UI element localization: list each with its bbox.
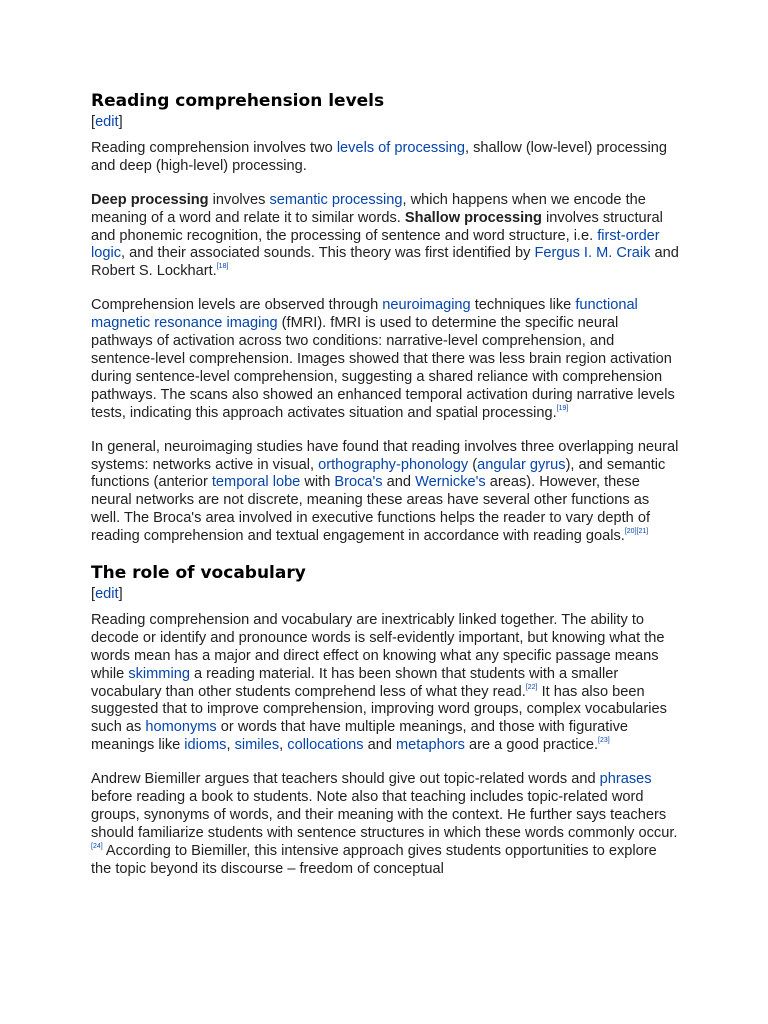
citation-link[interactable]: [20][21] — [624, 528, 649, 536]
text-run: , — [279, 737, 288, 754]
citation-link[interactable]: [24] — [91, 842, 103, 850]
link-similes[interactable]: similes — [234, 737, 280, 754]
text-run: involves structural and phonemic recognition, the processing of sentence and word structure, i.e. — [91, 209, 663, 244]
text-run: and — [382, 474, 416, 491]
edit-section-link-wrapper: [edit] — [91, 586, 123, 603]
citation — [598, 737, 610, 744]
text-run: with — [300, 474, 335, 491]
link-temporal-lobe[interactable]: temporal lobe — [211, 474, 301, 491]
citation-link[interactable]: [18] — [216, 263, 229, 271]
link-wernicke-s[interactable]: Wernicke's — [415, 474, 486, 491]
link-broca-s[interactable]: Broca's — [334, 474, 383, 491]
text-run: , shallow (low-level) processing and deep (high-level) processing. — [91, 139, 667, 174]
bold-term: Deep processing — [91, 191, 209, 208]
text-run: It has also been suggested that to improve comprehension, improving word groups, complex vocabularies such as — [91, 683, 667, 736]
text-run: a reading material. It has been shown that students with a smaller vocabulary than other students comprehend less of what they read. — [91, 665, 619, 700]
text-run: In general, neuroimaging studies have found that reading involves three overlapping neural systems: networks active in visual, — [91, 438, 679, 473]
edit-link[interactable]: edit — [95, 114, 119, 130]
text-run: According to Biemiller, this intensive approach gives students opportunities to explore the topic beyond its discourse – freedom of conceptual — [91, 842, 657, 877]
link-idioms[interactable]: idioms — [184, 737, 227, 754]
text-run: (fMRI). fMRI is used to determine the specific neural pathways of activation across two conditions: narrative-level comprehension, and sentence-level comprehension. Images showed that there was less brain region activation during sentence-level comprehension, suggesting a shared reliance with comprehension pathways. The scans also showed an enhanced temporal activation during narrative levels tests, indicating this approach activates situation and spatial processing. — [91, 315, 675, 421]
citation — [625, 528, 648, 535]
paragraph — [91, 439, 681, 546]
link-orthography-phonology[interactable]: orthography-phonology — [318, 456, 469, 473]
citation — [217, 263, 229, 270]
link-fergus-i-m-craik[interactable]: Fergus I. M. Craik — [534, 245, 651, 262]
text-run: Reading comprehension involves two — [91, 139, 337, 156]
article-body — [91, 90, 681, 895]
text-run: Andrew Biemiller argues that teachers should give out topic-related words and — [91, 771, 600, 788]
link-neuroimaging[interactable]: neuroimaging — [382, 297, 471, 314]
link-metaphors[interactable]: metaphors — [396, 737, 465, 754]
text-run: involves — [208, 191, 270, 208]
link-levels-of-processing[interactable]: levels of processing — [336, 139, 465, 156]
link-phrases[interactable]: phrases — [599, 771, 652, 788]
citation — [91, 843, 103, 850]
edit-link[interactable]: edit — [95, 586, 119, 603]
text-run: ( — [468, 456, 478, 473]
link-first-order-logic[interactable]: first-order logic — [91, 227, 660, 262]
text-run: Comprehension levels are observed through — [91, 297, 383, 314]
text-run: , which happens when we encode the meaning of a word and relate it to similar words. — [91, 191, 646, 226]
text-run: techniques like — [470, 297, 576, 314]
text-run: before reading a book to students. Note also that teaching includes topic-related word groups, synonyms of words, and their meaning with the context. He further says teachers should familiarize students with sentence structures in which these words commonly occur. — [91, 789, 678, 841]
paragraph — [91, 612, 681, 755]
text-run: and Robert S. Lockhart. — [91, 245, 679, 280]
paragraph — [91, 297, 681, 422]
link-skimming[interactable]: skimming — [128, 665, 190, 682]
link-semantic-processing[interactable]: semantic processing — [269, 191, 403, 208]
citation — [526, 684, 538, 691]
text-run: Reading comprehension and vocabulary are inextricably linked together. The ability to decode or identify and pronounce words is self-evidently important, but knowing what the words mean has a major and direct effect on knowing what any specific passage means while — [91, 611, 665, 682]
citation-link[interactable]: [22] — [525, 683, 538, 691]
paragraph — [91, 771, 681, 878]
link-collocations[interactable]: collocations — [287, 737, 364, 754]
citation — [557, 405, 569, 412]
link-functional-magnetic-resonance-imaging[interactable]: functional magnetic resonance imaging — [91, 297, 638, 332]
text-run: areas). However, these neural networks are not discrete, meaning these areas have several other functions as well. The Broca's area involved in executive functions helps the reader to vary depth of reading comprehension and textual engagement in accordance with reading goals. — [91, 474, 651, 545]
paragraph — [91, 140, 681, 176]
link-angular-gyrus[interactable]: angular gyrus — [477, 456, 566, 473]
section-heading-reading-comprehension-levels: Reading comprehension levels — [91, 91, 385, 111]
text-run: ), and semantic functions (anterior — [91, 456, 666, 491]
section-heading-role-of-vocabulary: The role of vocabulary — [91, 563, 306, 584]
text-run: or words that have multiple meanings, and those with figurative meanings like — [91, 719, 629, 754]
edit-section-link-wrapper: [edit] — [91, 114, 123, 130]
link-homonyms[interactable]: homonyms — [145, 719, 217, 736]
citation-link[interactable]: [23] — [598, 737, 610, 745]
citation-link[interactable]: [19] — [556, 404, 569, 412]
text-run: are a good practice. — [464, 737, 599, 754]
text-run: , and their associated sounds. This theory was first identified by — [121, 245, 535, 262]
text-run: , — [226, 737, 235, 754]
bold-term: Shallow processing — [404, 209, 542, 226]
text-run: and — [363, 737, 397, 754]
paragraph — [91, 192, 681, 282]
